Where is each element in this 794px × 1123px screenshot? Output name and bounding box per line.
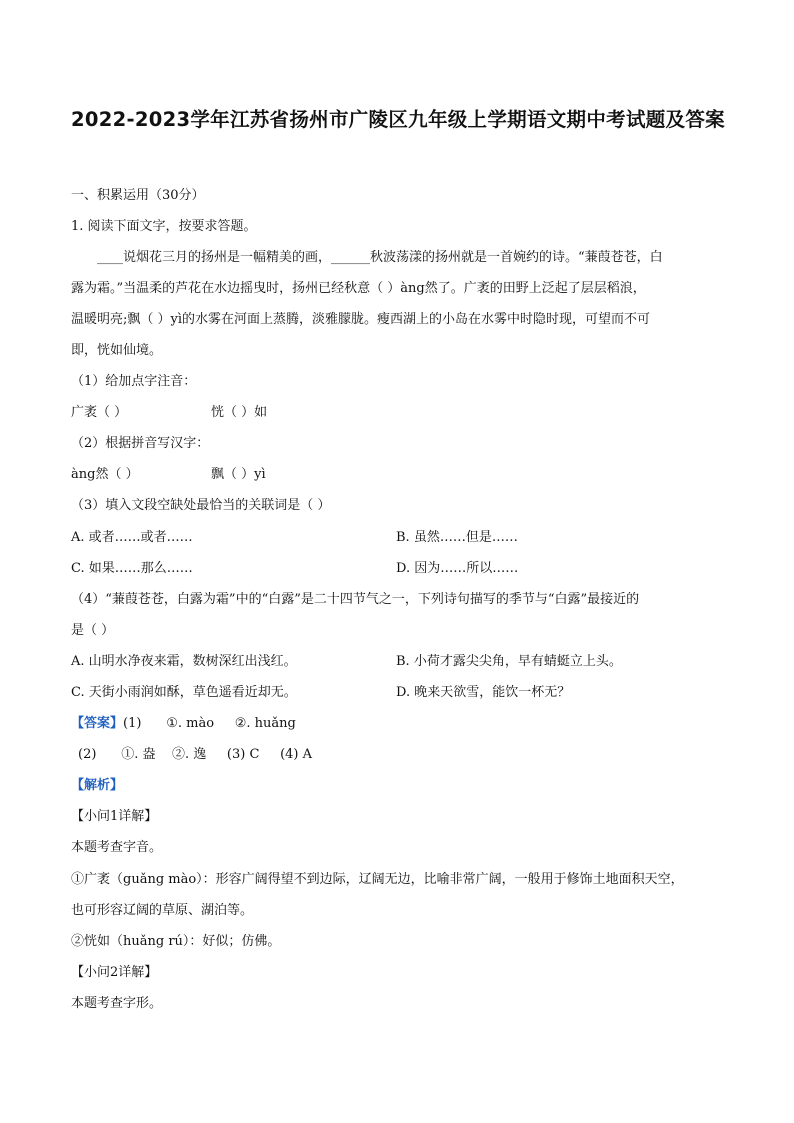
sub-question-2-label: （2）根据拼音写汉字： — [71, 436, 210, 451]
analysis-sub2-heading: 【小问2详解】 — [71, 965, 158, 980]
analysis-sub1-item1-line-2: 也可形容辽阔的草原、湖泊等。 — [71, 903, 254, 918]
passage-line-4: 即，恍如仙境。 — [71, 343, 163, 358]
answer-line-1 — [71, 714, 296, 734]
option-4a: A. 山明水净夜来霜，数树深红出浅红。 — [71, 654, 297, 669]
option-3a: A. 或者……或者…… — [71, 530, 193, 545]
page-title: 2022-2023学年江苏省扬州市广陵区九年级上学期语文期中考试题及答案 — [71, 108, 725, 131]
sub-question-4-label-line-1: （4）“蒹葭苍苍，白露为霜”中的“白露”是二十四节气之一，下列诗句描写的季节与“白露”最接近的 — [71, 592, 640, 607]
option-3d: D. 因为……所以…… — [396, 561, 519, 576]
analysis-sub1-item1-line-1: ①广袤（guǎng mào）：形容广阔得望不到边际，辽阔无边，比喻非常广阔，一般用于修饰土地面积天空， — [71, 872, 684, 887]
option-3c: C. 如果……那么…… — [71, 561, 193, 576]
section-heading: 一、积累运用（30分） — [71, 188, 205, 203]
sub-question-4-label-line-2: 是（ ） — [71, 623, 115, 638]
analysis-sub1-item2: ②恍如（huǎng rú）：好似；仿佛。 — [71, 934, 281, 949]
analysis-sub2-text: 本题考查字形。 — [71, 996, 163, 1011]
option-4b: B. 小荷才露尖尖角，早有蜻蜓立上头。 — [396, 654, 622, 669]
sub-question-2-item-a: àng然（ ） — [71, 467, 139, 482]
analysis-sub1-heading: 【小问1详解】 — [71, 809, 158, 824]
passage-line-1: ____说烟花三月的扬州是一幅精美的画，______秋波荡漾的扬州就是一首婉约的诗。“蒹葭苍苍，白 — [97, 250, 663, 265]
option-4c: C. 天街小雨润如酥，草色遥看近却无。 — [71, 685, 297, 700]
question-stem: 1. 阅读下面文字，按要求答题。 — [71, 219, 257, 234]
sub-question-1-item-b: 恍（ ）如 — [211, 405, 268, 420]
option-3b: B. 虽然……但是…… — [396, 530, 518, 545]
answer-line-2: (2) ①. 盎 ②. 逸 (3) C (4) A — [78, 747, 313, 762]
passage-line-3: 温暖明亮;飘（ ）yì的水雾在河面上蒸腾，淡雅朦胧。瘦西湖上的小岛在水雾中时隐时现，可望而不可 — [71, 312, 651, 327]
sub-question-2-item-b: 飘（ ）yì — [211, 467, 266, 482]
sub-question-1-item-a: 广袤（ ） — [71, 405, 128, 420]
sub-question-3-label: （3）填入文段空缺处最恰当的关联词是（ ） — [71, 498, 331, 513]
answer-text-1: (1) ①. mào ②. huǎng — [123, 716, 296, 731]
option-4d: D. 晚来天欲雪，能饮一杯无？ — [396, 685, 571, 700]
analysis-tag: 【解析】 — [71, 778, 124, 793]
answer-tag: 【答案】 — [71, 716, 124, 731]
passage-line-2: 露为霜。”当温柔的芦花在水边摇曳时，扬州已经秋意（ ）àng然了。广袤的田野上泛起了层层稻浪， — [71, 281, 646, 296]
sub-question-1-label: （1）给加点字注音： — [71, 374, 197, 389]
analysis-sub1-text: 本题考查字音。 — [71, 840, 163, 855]
